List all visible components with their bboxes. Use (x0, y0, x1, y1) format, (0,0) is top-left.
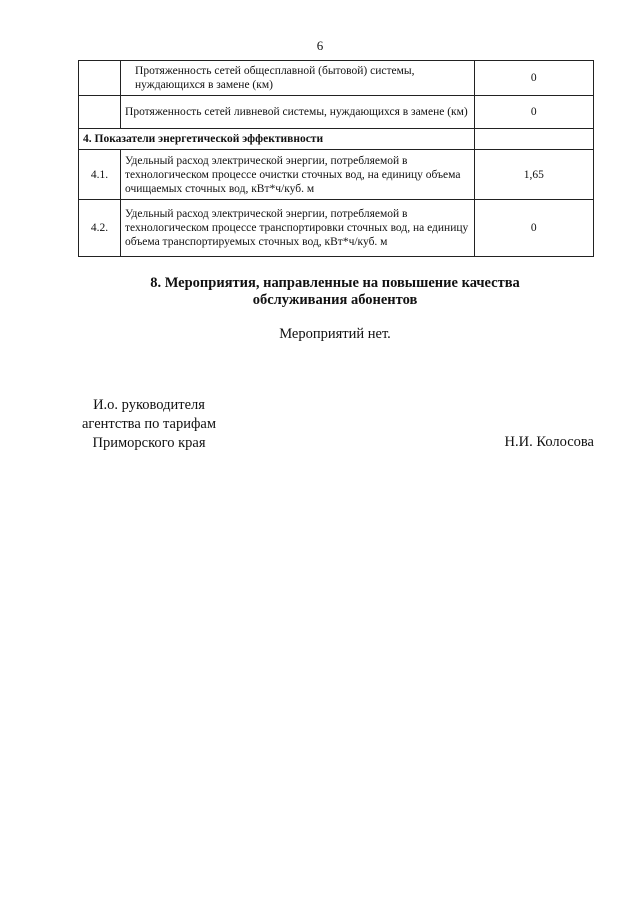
indicators-table (78, 60, 594, 257)
signatory-position (74, 396, 224, 453)
heading-line: 8. Мероприятия, направленные на повышение качества (150, 275, 520, 291)
section-8-heading (60, 275, 610, 309)
row-value: 0 (474, 200, 593, 257)
page-number: 6 (316, 38, 324, 53)
row-number: 4.2. (79, 200, 121, 257)
row-value: 0 (474, 96, 593, 129)
position-line: агентства по тарифам (82, 416, 216, 432)
row-number: 4.1. (79, 150, 121, 200)
row-description: Удельный расход электрической энергии, потребляемой в технологическом процессе транспортировки сточных вод, на единицу объема транспортируемых сточных вод, кВт*ч/куб. м (121, 200, 475, 257)
row-description: Удельный расход электрической энергии, потребляемой в технологическом процессе очистки сточных вод, на единицу объема очищаемых сточных вод, кВт*ч/куб. м (121, 150, 475, 200)
table-row (79, 150, 594, 200)
row-number (79, 96, 121, 129)
section-heading: 4. Показатели энергетической эффективности (79, 129, 475, 150)
section-8-text: Мероприятий нет. (279, 326, 391, 342)
position-line: И.о. руководителя (93, 397, 205, 413)
row-value: 0 (474, 61, 593, 96)
section-empty-cell (474, 129, 593, 150)
row-number (79, 61, 121, 96)
table-section-row (79, 129, 594, 150)
table-row (79, 96, 594, 129)
table-row (79, 61, 594, 96)
position-line: Приморского края (92, 435, 206, 451)
row-description: Протяженность сетей ливневой системы, нуждающихся в замене (км) (121, 96, 475, 129)
heading-line: обслуживания абонентов (252, 292, 418, 308)
signatory-name: Н.И. Колосова (504, 434, 594, 450)
row-description: Протяженность сетей общесплавной (бытовой) системы, нуждающихся в замене (км) (121, 61, 475, 96)
table-row (79, 200, 594, 257)
row-value: 1,65 (474, 150, 593, 200)
